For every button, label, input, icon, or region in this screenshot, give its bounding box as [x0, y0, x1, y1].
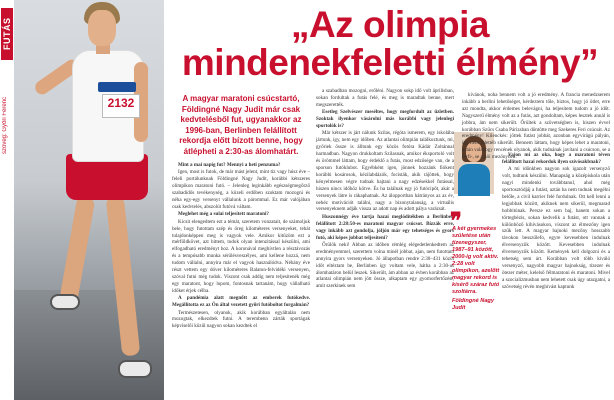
paragraph: kívánok, noha bennem volt a jó eredmény. A francia menedzserem inkább a berlini lehetőséget, kérdeztem tőle, biztos, hogy jó ötlet, erre azt mondta, akkor érdemes belevágni, ha teljesítem tudom a jó időt. Nagyszerű élmény volt az a futás, azt gondoltam, képes lesztek annál is jobbra, ám nem sikerült. Őrültek a szövetségben is, hiszen évvel korábban Szűcs Csaba Párizsban döntötte meg Szekeres Feri csúcsát. Az eredmény! Kilenckés: jöttek futást jobbát, azonban egyvirágú pályán, így nem felettéb sikerült. Bennem láttam, hogy képes lehet a maratoni, aztán valahogy rencének olyanok, akik tudnának javítani a csúcson, se a férfi-, se a női mezőnyben. — [462, 92, 610, 161]
runner-photo — [14, 0, 164, 400]
section-label: FUTÁS — [1, 8, 13, 60]
photo-sponsor-logo — [98, 82, 136, 92]
quote-mark-icon: ❞ — [450, 208, 462, 233]
photo-shoe-right — [118, 360, 152, 378]
paragraph: Meglehet még a sulai teljesített maratoni? — [178, 211, 269, 218]
article-column-3 — [502, 152, 610, 398]
paragraph: Mint a mai napig fut? Mennyi a heti penzuma? — [178, 162, 281, 168]
paragraph: Igen, most is futok, de már mást jelent, mint tíz vagy húsz éve – feleli portálunknak Földingné Nagy Judit, korábbi kétszeres olimpikon maratoni futó. – Jelenleg leginkább egészségmegőrző szabadidős tevékenység, a közeli erdőben szoktam mozogni és néha egy-egy versenyt vállalunk a párommal. Ez már valójában csak kedvtelés, abszolút futóvá váltam. — [172, 169, 310, 210]
section-strip — [0, 0, 14, 400]
photo-road — [14, 290, 164, 400]
paragraph: Kicsit elengedtem ezt a témát, szeretem vonzatait, de számoljuk bele, hogy futottam szép és öreg kilométeres versenyeket, tehát tulajdonképpen meg is vagyok vele. Amikor kitűzöm ezt a mérföldkövet, azt hittem, tudok olyan intenzitással készülni, ami elfogadható eredményt hoz. A koronával meghívtlen a résztávozás és a tempósabb munka sérülésveszélyes, ami kellene hozzá, nem tudom vállalni, annyira már el vagyok használódva. Néhány éve részt vettem egy dóver kilométeres Balaton-felvidéki versenyen, szóval futni még tudok. Viszont csak addig nem teljesítenék még egy maratont, hogy lopom, fontosnak tartanám, hogy vállalható időket érjek célba. — [172, 218, 310, 294]
paragraph: Vajon mi az oka, hogy a maratoni téven felállított hazai rekordok ilyen szívósakbnak? — [502, 152, 610, 165]
pull-quote: A két gyermekes születése után tizenegyszer, 1987–91 között, 2000-ig volt aktív. 2:28 volt olimpikon, azelőtt magyar rekord is kísérő száraz futó szoltárra. — [452, 226, 500, 295]
paragraph: A mi időnkben nagyon sok igazolt versenyző volt, tudtunk készülni. Manapság a középiskola után nagyi mindenki továbbtanul, ahol még sportosztódjáj a futást, aztán ha nem tudnak megélni belőle, a civil karrier felé fordulnak. Ott kell lenni a legjobbak között, akiknek nem sikerül, megmarad hobbitúnak. Persze ez sem baj, hanem sokan a törtegbézis, sokan kedvelik a futást, ott vannak a különböző kihívásokon, viszont az élmezőny igen szűk lett. A magyar bajnoki mezőny hosszabb távokon besszűlefo, egyre kevesebben indulnak élversenyzők között. Kevesebben indulnak élversenyzők között. Kemények kell dolgozni és a tehetség sem árt. Korábban volt több kiváló versenyző, nagyobb magyar bajnokság, tízezer és ötezer méter, kelelső félmaratoni és maratoni. Mivel a szocializmusban nem lehetett csak úgy utazgatni, a szövetség révén meghívást kaptunk — [502, 166, 610, 290]
paragraph: a szabadban mozogni, erőléni. Nagyon sokp idő volt áprilisban, sokan fordultak a futás felé, és meg is maradtak benne, mert megszerették. — [316, 88, 454, 108]
article-column-1 — [172, 162, 310, 398]
bib-number: 2132 — [107, 96, 135, 110]
pull-quote-author: Földingné Nagy Judit — [452, 298, 494, 311]
article-lede: A magyar maratoni csúcstartó, Földingné Nagy Judit már csak kedvtelésből fut, ugyanakkor az 1996-ban, Berlinben felállított rekordja előtt bízott benne, hogy átlépheti a 2:30-as álomhatárt. — [179, 94, 303, 156]
paragraph: A pandémia alatt megnőtt az emberek futókedve. Megállította ez az Ön által vezetett győri futóboltot forgalmán? — [172, 295, 310, 309]
paragraph: Esetleg Szelvészer meséltes, hogy megfordult az üzletben. Szoktak ilyenkor vásárolni más korábbi vagy jelenlegi sportolók is? — [316, 109, 454, 130]
paragraph: Természetesen, olyanok, akik korábban egyáltalán nem mozogtak, elkezdtek futni. A terembenn zárták sportágak képviselői közül nagyon sokan kezdtek el — [172, 309, 310, 330]
paragraph: Már kétszer is járt nálunk Szilas, régóta ismerem, egy iskolába jártunk, így, nem egy időben. Az atlantai olimpián találkoztunk, mi, győriek össze is álltunk egy közös fotóra Kádár Zoltánnal harmadban. Nagyon drukkoltam Szilasnak, amikor éksportoló volt és örömmel láttam, hogy érdeklő a futás, most edzősége van, de a sporson futóklubot. Egyébként igen, jönnek hozzánk fiókent korábbi kosárosok, kézilabdázók, focisták, akik rájöttek, hogy kényelmesen végre tudnak hajtani a nagy edzésekkel futással, hiszen nincs időhöz kötve. És ha találnak egy jó futócipőt, akár a versenyek látre is rákaphatnak. Az álopportban hátrányos az az év, nehéz motivációt találni, nagy a bizonytalanság, a virtuális versenyeknem adják vissza az adott nap és adott pálya varázsát. — [316, 130, 454, 213]
article-headline: „Az olimpia mindenekfeletti élmény” — [181, 4, 599, 83]
author-credit: szöveg: Győri Ferenc — [2, 96, 8, 154]
photo-shoe-left — [50, 294, 80, 310]
paragraph: Őrülök neki! Abban az időben rémlég elégedetlenkedtem az eredményemmel, szerettem volna minél jobbat, ajan, nem futottam annyira gyors versenyeken. Jó állapotban rendre 2:30–431 közöt időt eltéztam be, Berlinben így voltam vele, hátha a 2:30-as álomhatáron belül leszek. Sikerült, ám abban az évben korábban az atlantai olimpián nem jött össze, alkaptam egy gyomorfertőzést, amit szerkinek sem — [316, 241, 454, 290]
article-column-2 — [316, 88, 454, 398]
photo-face — [88, 10, 116, 46]
paragraph: Huszonnégy éve tartja hazai meglódítékben a Berlinben felállított 2:28:50-es maratoni magyar csúcsot. Bízzák erre, vagy inkább azt gondolja, jóljón már egy tehetséges és gyors futó, aki képes jobbat teljesíteni? — [316, 213, 454, 241]
portrait-body — [458, 164, 490, 196]
